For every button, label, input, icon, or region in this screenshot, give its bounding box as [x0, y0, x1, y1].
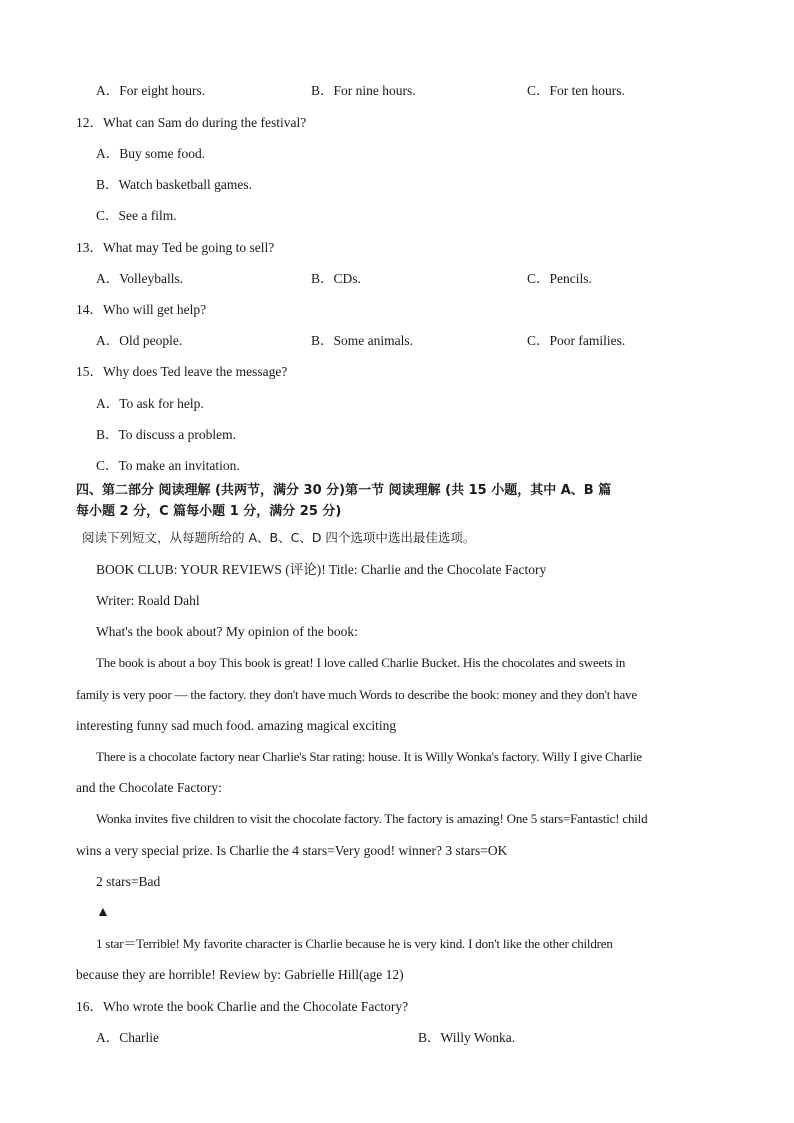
passage-line-7: There is a chocolate factory near Charlie's Star rating: house. It is Willy Wonka's factory. Willy I give Charlie — [96, 749, 642, 764]
q15-option-c: C．To make an invitation. — [96, 458, 240, 473]
passage-line-5: family is very poor — the factory. they don't have much Words to describe the book: money and they don't have — [76, 687, 637, 702]
q12-option-c: C．See a film. — [96, 208, 177, 223]
passage-line-13: 1 star＝Terrible! My favorite character is Charlie because he is very kind. I don't like the other children — [96, 936, 613, 951]
passage-line-10: wins a very special prize. Is Charlie the 4 stars=Very good! winner? 3 stars=OK — [76, 843, 508, 858]
q13-option-b: B．CDs. — [311, 271, 361, 286]
q13-question: 13．What may Ted be going to sell? — [76, 240, 275, 255]
q15-option-a: A．To ask for help. — [96, 396, 204, 411]
q12-option-b: B．Watch basketball games. — [96, 177, 252, 192]
passage-line-9: Wonka invites five children to visit the chocolate factory. The factory is amazing! One 5 stars=Fantastic! child — [96, 811, 648, 826]
q13-option-a: A．Volleyballs. — [96, 271, 184, 286]
q15-option-b: B．To discuss a problem. — [96, 427, 237, 442]
q15-question: 15．Why does Ted leave the message? — [76, 364, 288, 379]
passage-line-3: What's the book about? My opinion of the book: — [96, 624, 358, 639]
passage-line-4: The book is about a boy This book is great! I love called Charlie Bucket. His the chocolates and sweets in — [96, 655, 626, 670]
triangle-marker: ▲ — [96, 905, 110, 920]
section-heading-line2: 每小题 2 分，C 篇每小题 1 分，满分 25 分) — [76, 504, 342, 519]
q14-option-c: C．Poor families. — [527, 333, 626, 348]
section-heading-line1: 四、第二部分 阅读理解 (共两节，满分 30 分)第一节 阅读理解 (共 15 小题，其中 A、B 篇 — [76, 483, 612, 498]
q12-option-a: A．Buy some food. — [96, 146, 206, 161]
q14-option-b: B．Some animals. — [311, 333, 413, 348]
passage-line-6: interesting funny sad much food. amazing magical exciting — [76, 718, 397, 733]
passage-line-1: BOOK CLUB: YOUR REVIEWS (评论)! Title: Charlie and the Chocolate Factory — [96, 562, 547, 577]
q13-option-c: C．Pencils. — [527, 271, 592, 286]
q14-question: 14．Who will get help? — [76, 302, 207, 317]
q16-option-b: B．Willy Wonka. — [418, 1030, 516, 1045]
q12-question: 12．What can Sam do during the festival? — [76, 115, 307, 130]
q11-option-c: C．For ten hours. — [527, 83, 625, 98]
passage-line-2: Writer: Roald Dahl — [96, 593, 200, 608]
section-instruction: 阅读下列短文，从每题所给的 A、B、C、D 四个选项中选出最佳选项。 — [82, 530, 476, 545]
q16-option-a: A．Charlie — [96, 1030, 159, 1045]
q16-question: 16．Who wrote the book Charlie and the Chocolate Factory? — [76, 999, 409, 1014]
passage-line-14: because they are horrible! Review by: Gabrielle Hill(age 12) — [76, 967, 404, 982]
passage-line-8: and the Chocolate Factory: — [76, 780, 222, 795]
passage-line-11: 2 stars=Bad — [96, 874, 161, 889]
q11-option-b: B．For nine hours. — [311, 83, 416, 98]
q11-option-a: A．For eight hours. — [96, 83, 206, 98]
q14-option-a: A．Old people. — [96, 333, 183, 348]
